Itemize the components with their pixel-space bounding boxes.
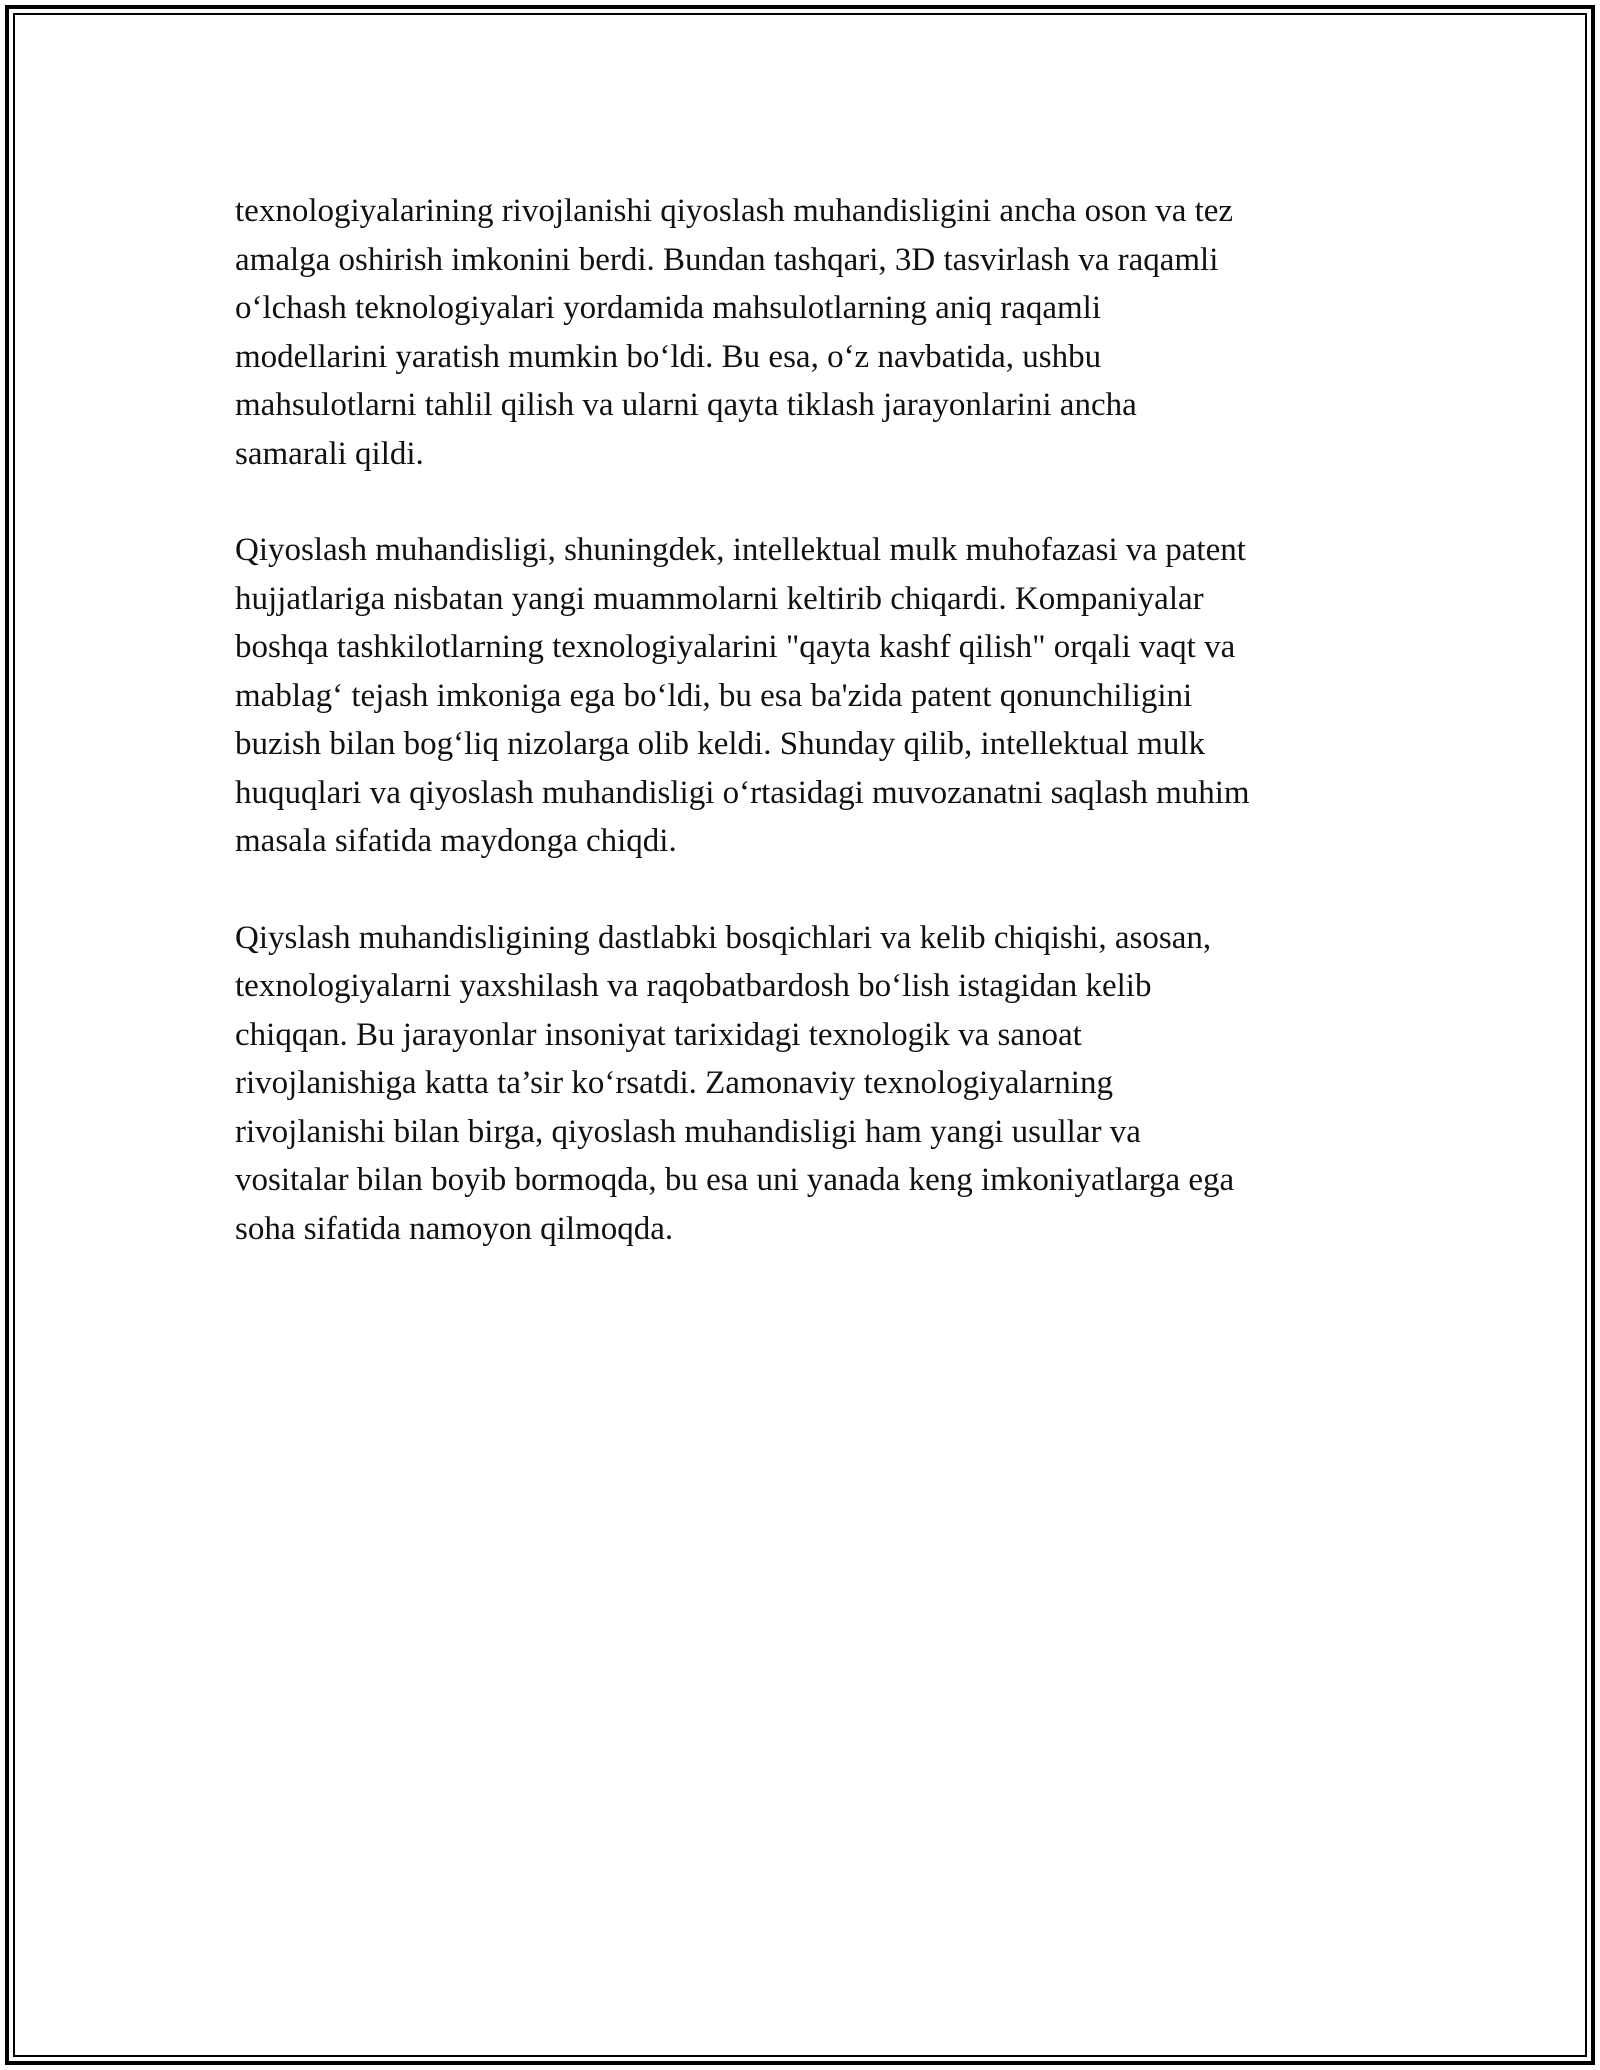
text-line: huquqlari va qiyoslash muhandisligi o‘rtasidagi muvozanatni saqlash muhim: [235, 774, 1250, 811]
text-line: rivojlanishiga katta ta’sir ko‘rsatdi. Zamonaviy texnologiyalarning: [235, 1065, 1113, 1101]
text-line: mahsulotlarni tahlil qilish va ularni qayta tiklash jarayonlarini ancha: [235, 387, 1137, 423]
text-line: texnologiyalarni yaxshilash va raqobatbardosh bo‘lish istagidan kelib: [235, 968, 1152, 1004]
text-line: texnologiyalarining rivojlanishi qiyoslash muhandisligini ancha oson va tez: [235, 193, 1234, 229]
text-line: amalga oshirish imkonini berdi. Bundan tashqari, 3D tasvirlash va raqamli: [235, 241, 1219, 278]
paragraph-2: [235, 526, 1385, 866]
text-line: boshqa tashkilotlarning texnologiyalarini "qayta kashf qilish" orqali vaqt va: [235, 629, 1236, 665]
text-line: mablag‘ tejash imkoniga ega bo‘ldi, bu esa ba'zida patent qonunchiligini: [235, 677, 1193, 714]
text-line: soha sifatida namoyon qilmoqda.: [235, 1210, 674, 1247]
paragraph-3: [235, 914, 1385, 1254]
document-body: [235, 187, 1385, 1301]
text-line: o‘lchash teknologiyalari yordamida mahsulotlarning aniq raqamli: [235, 290, 1102, 326]
text-line: Qiyslash muhandisligining dastlabki bosqichlari va kelib chiqishi, asosan,: [235, 919, 1212, 956]
text-line: rivojlanishi bilan birga, qiyoslash muhandisligi ham yangi usullar va: [235, 1113, 1141, 1150]
text-line: Qiyoslash muhandisligi, shuningdek, intellektual mulk muhofazasi va patent: [235, 532, 1246, 568]
paragraph-1: [235, 187, 1385, 478]
text-line: samarali qildi.: [235, 435, 424, 472]
text-line: modellarini yaratish mumkin bo‘ldi. Bu esa, o‘z navbatida, ushbu: [235, 338, 1102, 375]
text-line: chiqqan. Bu jarayonlar insoniyat tarixidagi texnologik va sanoat: [235, 1016, 1082, 1053]
text-line: vositalar bilan boyib bormoqda, bu esa uni yanada keng imkoniyatlarga ega: [235, 1162, 1235, 1198]
text-line: hujjatlariga nisbatan yangi muammolarni keltirib chiqardi. Kompaniyalar: [235, 580, 1204, 617]
text-line: buzish bilan bog‘liq nizolarga olib keldi. Shunday qilib, intellektual mulk: [235, 726, 1206, 762]
text-line: masala sifatida maydonga chiqdi.: [235, 823, 677, 859]
